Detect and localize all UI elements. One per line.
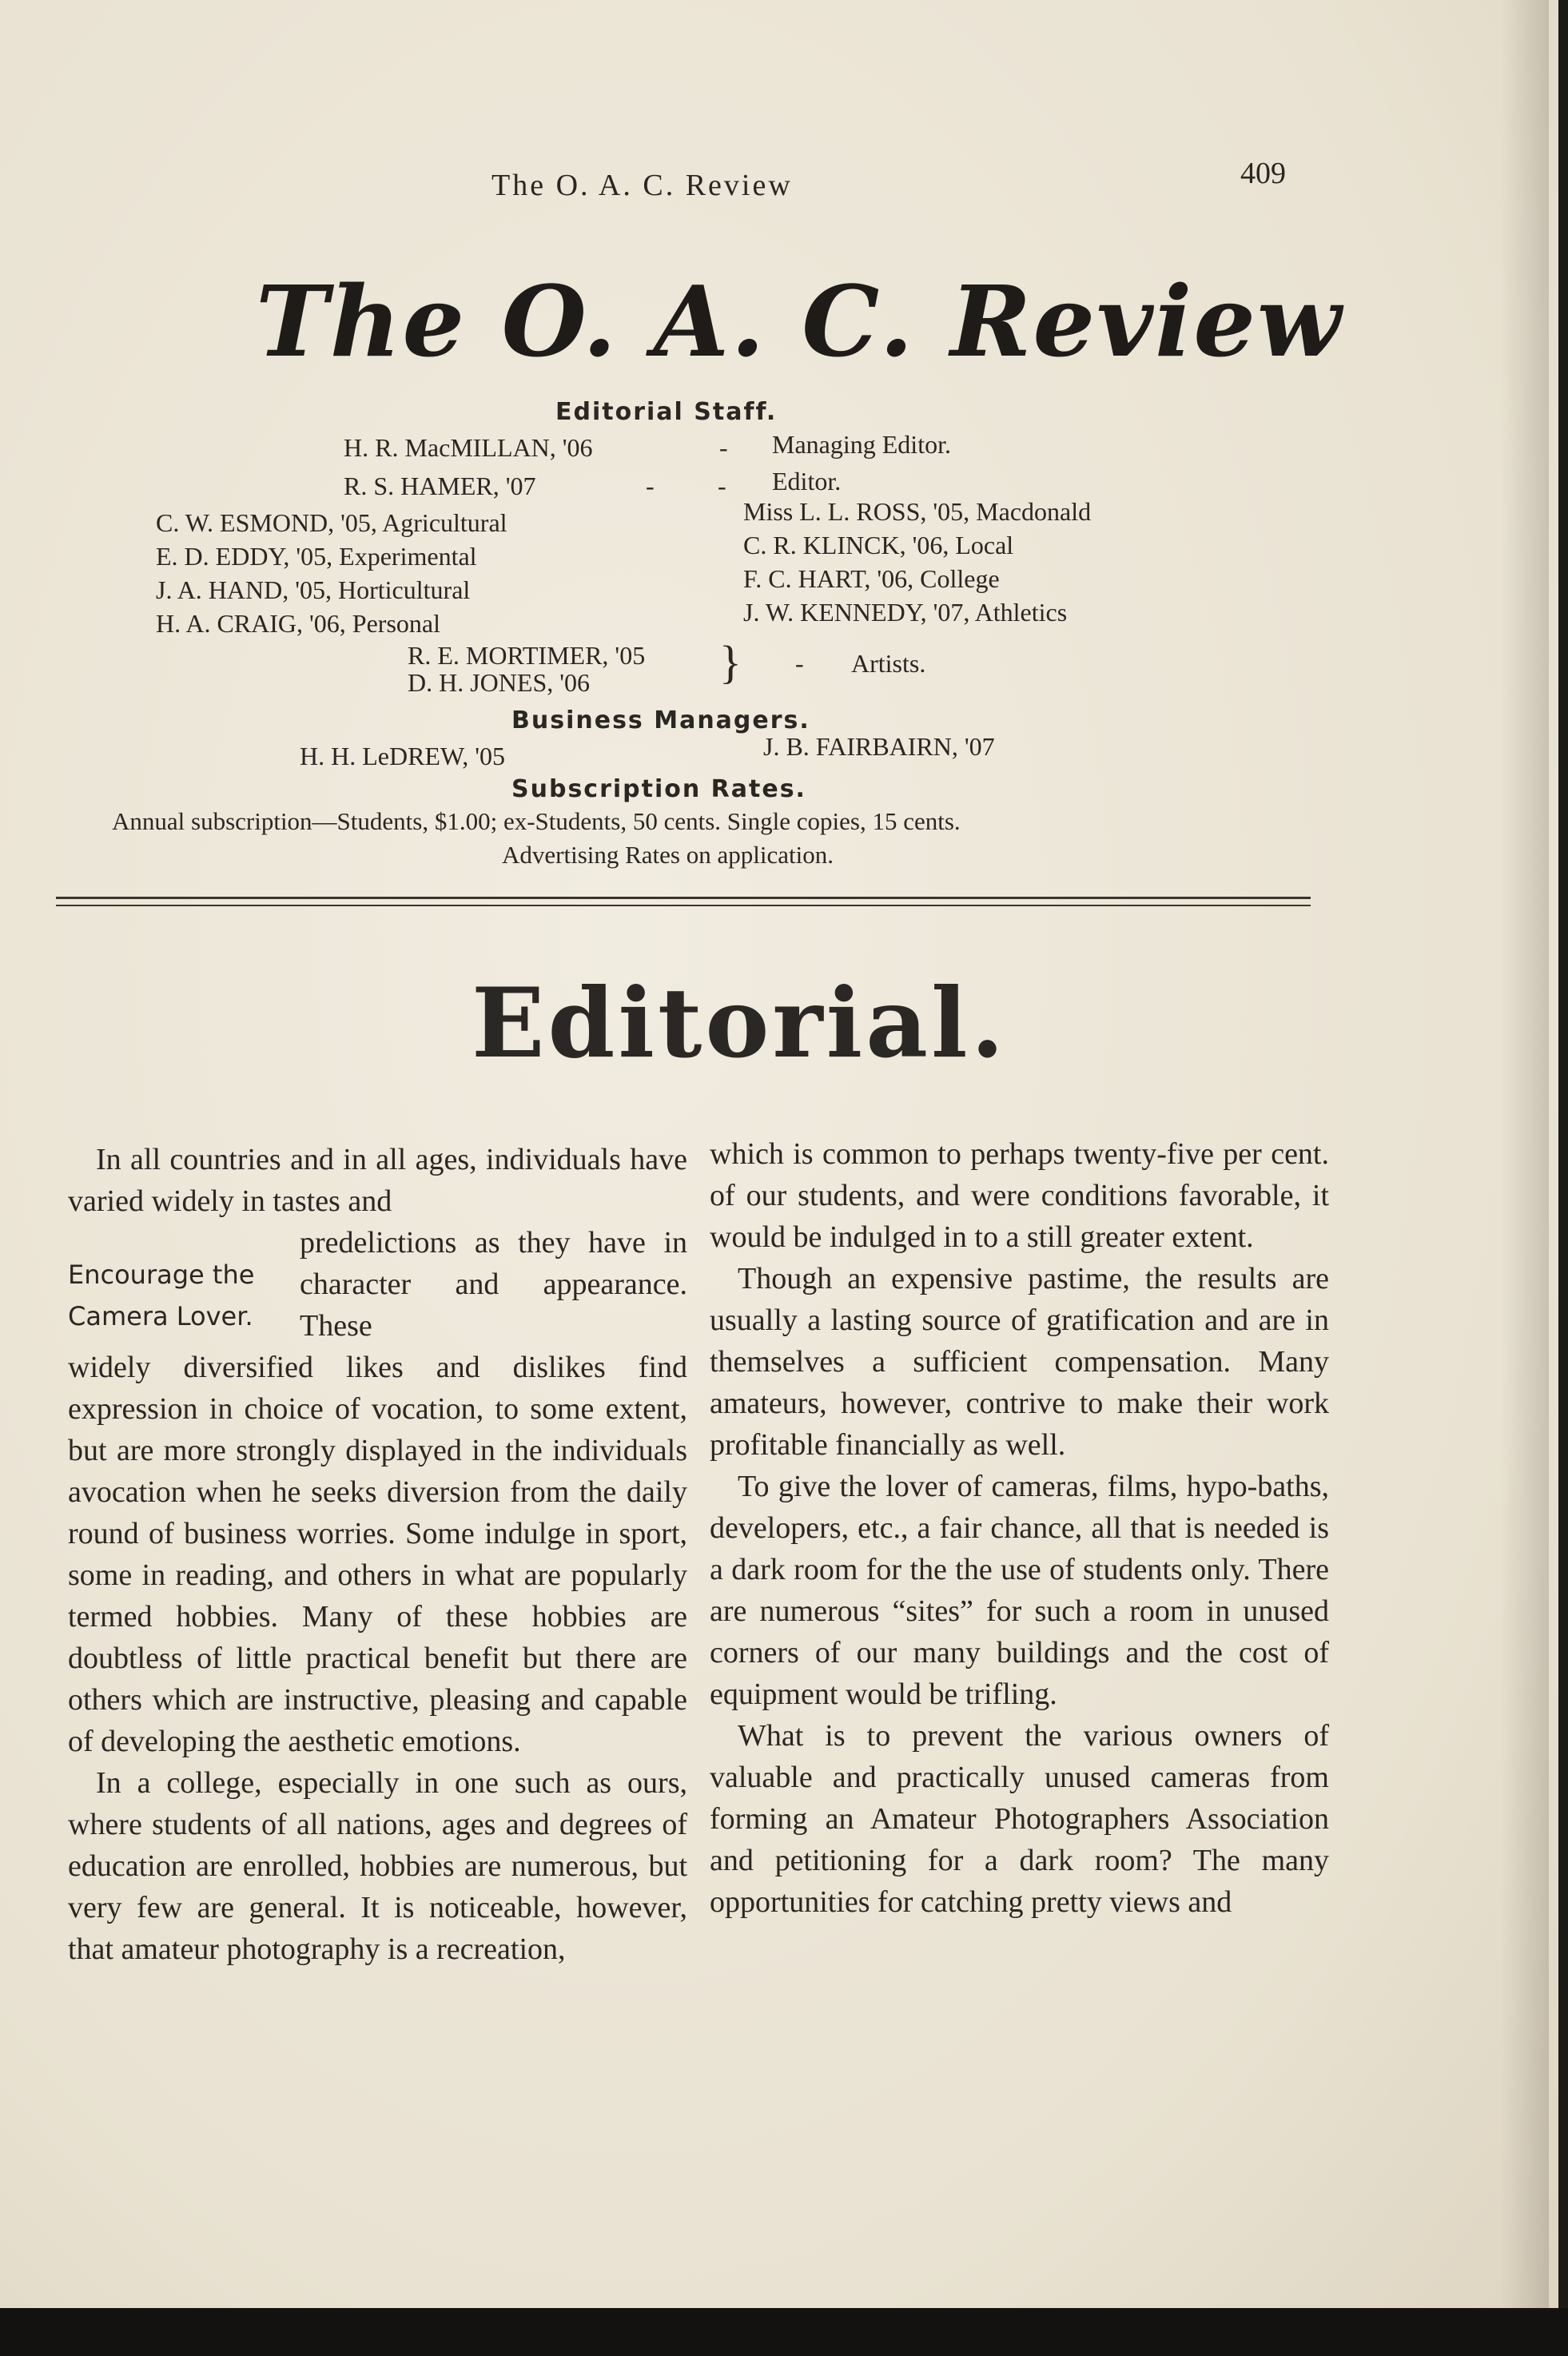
brace: } <box>719 636 742 688</box>
editor-name: R. S. HAMER, '07 <box>344 472 536 500</box>
staff-member: E. D. EDDY, '05, Experimental <box>156 542 477 571</box>
page-edge-shadow <box>1501 0 1549 2356</box>
paragraph: To give the lover of cameras, films, hypo-baths, developers, etc., a fair chance, all that is needed is a dark room for the the use of students only. There are numerous “sites” for such a room in unused corners of our many buildings and the cost of equipment would be trifling. <box>710 1470 1329 1711</box>
managing-editor-role: Managing Editor. <box>772 430 951 459</box>
staff-member: J. A. HAND, '05, Horticultural <box>156 575 471 604</box>
editorial-heading: Editorial. <box>472 967 1008 1080</box>
wrapped-text: predelictions as they have in character and appearance. These <box>300 1226 687 1343</box>
editorial-left-column <box>68 1139 687 1970</box>
staff-member: F. C. HART, '06, College <box>743 564 1000 593</box>
editor-role: Editor. <box>772 467 842 495</box>
divider-rule <box>56 905 1311 906</box>
artist-name: R. E. MORTIMER, '05 <box>408 641 646 670</box>
paragraph: Though an expensive pastime, the results are usually a lasting source of gratification and are in themselves a sufficient compensation. Many amateurs, however, contrive to make their work profitable financially as well. <box>710 1262 1329 1462</box>
masthead-title: The O. A. C. Review <box>256 264 1343 379</box>
divider-rule <box>56 897 1311 899</box>
paragraph: In a college, especially in one such as ours, where students of all nations, ages and degrees of education are enrolled, hobbies are numerous, but very few are general. It is noticeable, however, that amateur photography is a recreation, <box>68 1766 687 1966</box>
editorial-staff-heading: Editorial Staff. <box>555 398 778 426</box>
subscription-rates: Annual subscription—Students, $1.00; ex-Students, 50 cents. Single copies, 15 cents. <box>112 807 961 835</box>
staff-member: H. A. CRAIG, '06, Personal <box>156 609 440 638</box>
scan-border <box>0 2308 1568 2356</box>
staff-member: C. R. KLINCK, '06, Local <box>743 531 1014 559</box>
paragraph: which is common to perhaps twenty-five per cent. of our students, and were conditions favorable, it would be indulged in to a still greater extent. <box>710 1137 1329 1254</box>
dash: - <box>718 472 726 500</box>
business-managers-heading: Business Managers. <box>511 706 810 734</box>
staff-member: C. W. ESMOND, '05, Agricultural <box>156 508 507 537</box>
dash: - <box>646 472 655 500</box>
business-manager: H. H. LeDREW, '05 <box>300 742 505 770</box>
dash: - <box>795 649 804 678</box>
running-title: The O. A. C. Review <box>491 169 793 202</box>
paragraph: widely diversified likes and dislikes find expression in choice of vocation, to some extent, but are more strongly displayed in the individuals avocation when he seeks diversion from the daily round of business worries. Some indulge in sport, some in reading, and others in what are popularly termed hobbies. Many of these hobbies are doubtless of little practical benefit but there are others which are instructive, pleasing and capable of developing the aesthetic emotions. <box>68 1351 687 1758</box>
editorial-right-column <box>710 1133 1329 1923</box>
dash: - <box>719 433 728 462</box>
staff-member: J. W. KENNEDY, '07, Athletics <box>743 598 1068 627</box>
marginal-note: Encourage the Camera Lover. <box>68 1260 255 1331</box>
managing-editor-name: H. R. MacMILLAN, '06 <box>344 433 593 462</box>
artist-name: D. H. JONES, '06 <box>408 668 590 697</box>
artists-role: Artists. <box>851 649 926 678</box>
subscription-heading: Subscription Rates. <box>511 775 806 803</box>
advertising-rates: Advertising Rates on application. <box>502 841 834 869</box>
staff-member: Miss L. L. ROSS, '05, Macdonald <box>743 497 1092 526</box>
business-manager: J. B. FAIRBAIRN, '07 <box>763 732 995 761</box>
opening-text: In all countries and in all ages, individuals have varied widely in tastes and <box>68 1143 687 1218</box>
page-number: 409 <box>1240 157 1286 190</box>
paragraph: What is to prevent the various owners of valuable and practically unused cameras from forming an Amateur Photographers Association and petitioning for a dark room? The many opportunities for catching pretty views and <box>710 1719 1329 1919</box>
